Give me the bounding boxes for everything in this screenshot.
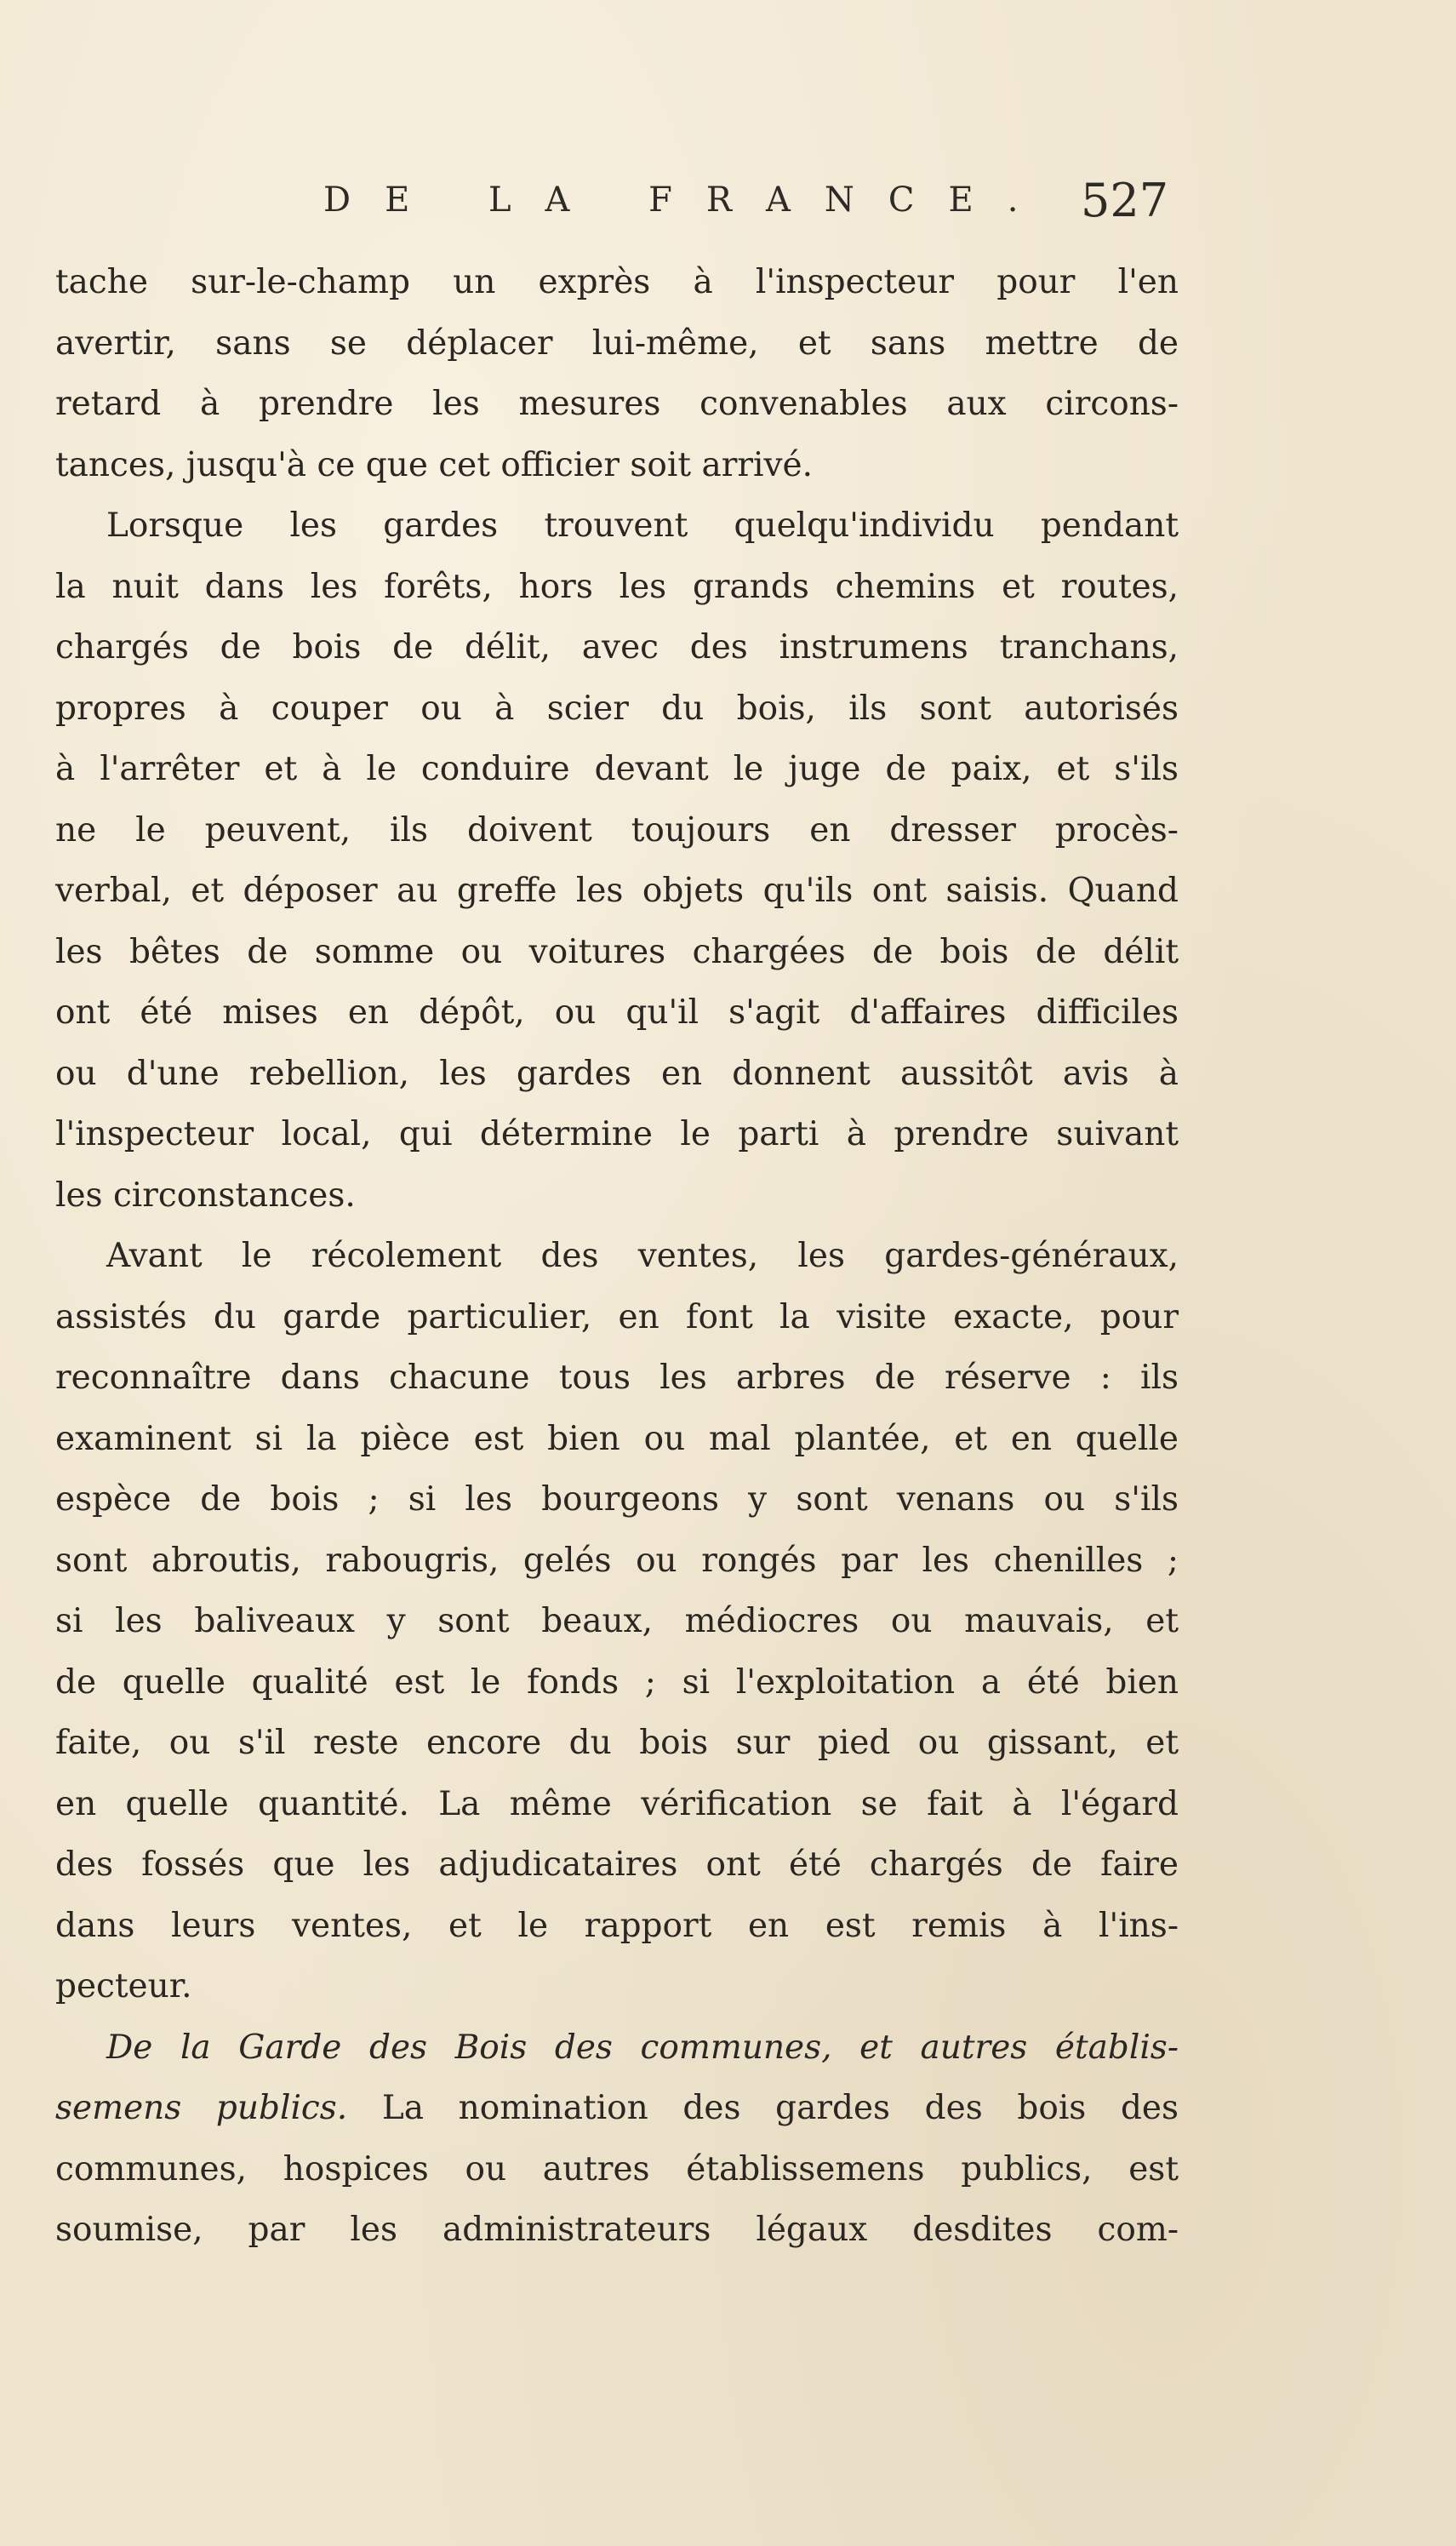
paragraph-start-line: Avant le récolement des ventes, les gardes-généraux,	[106, 1237, 1179, 1275]
paragraph-end-line: pecteur.	[55, 1967, 192, 2005]
text-line: assistés du garde particulier, en font la visite exacte, pour	[55, 1297, 1179, 1336]
running-head	[0, 174, 1456, 232]
text-line: ou d'une rebellion, les gardes en donnent aussitôt avis à	[55, 1054, 1179, 1093]
page-number: 527	[1081, 174, 1169, 227]
text-line: en quelle quantité. La même vérification se fait à l'égard	[55, 1784, 1179, 1823]
text-line: retard à prendre les mesures convenables aux circons-	[55, 385, 1179, 423]
section-heading-italic: De la Garde des Bois des communes, et autres établis-	[106, 2028, 1179, 2067]
text-line: l'inspecteur local, qui détermine le parti à prendre suivant	[55, 1115, 1179, 1153]
text-line: reconnaître dans chacune tous les arbres de réserve : ils	[55, 1359, 1179, 1397]
paragraph-end-line: tances, jusqu'à ce que cet officier soit arrivé.	[55, 445, 813, 484]
text-line: ne le peuvent, ils doivent toujours en dresser procès-	[55, 810, 1179, 850]
section-text: La nomination des gardes des bois des	[347, 2089, 1179, 2127]
text-line: ont été mises en dépôt, ou qu'il s'agit d'affaires difficiles	[55, 993, 1179, 1032]
text-line: dans leurs ventes, et le rapport en est remis à l'ins-	[55, 1906, 1179, 1945]
text-line: chargés de bois de délit, avec des instrumens tranchans,	[55, 628, 1179, 667]
text-line: des fossés que les adjudicataires ont été chargés de faire	[55, 1845, 1179, 1884]
body-text	[55, 252, 1179, 2261]
text-line: si les baliveaux y sont beaux, médiocres ou mauvais, et	[55, 1602, 1179, 1640]
text-line: examinent si la pièce est bien ou mal plantée, et en quelle	[55, 1419, 1179, 1458]
paragraph-end-line: les circonstances.	[55, 1176, 356, 1215]
text-line: à l'arrêter et à le conduire devant le juge de paix, et s'ils	[55, 750, 1179, 788]
paragraph-start-line: Lorsque les gardes trouvent quelqu'individu pendant	[106, 506, 1179, 545]
text-line: les bêtes de somme ou voitures chargées de bois de délit	[55, 932, 1179, 971]
text-line: espèce de bois ; si les bourgeons y sont venans ou s'ils	[55, 1480, 1179, 1519]
text-line: de quelle qualité est le fonds ; si l'exploitation a été bien	[55, 1662, 1179, 1702]
section-heading-line	[55, 2017, 1179, 2079]
text-line: la nuit dans les forêts, hors les grands chemins et routes,	[55, 567, 1179, 606]
text-line: soumise, par les administrateurs légaux desdites com-	[55, 2211, 1179, 2249]
text-line: faite, ou s'il reste encore du bois sur pied ou gissant, et	[55, 1724, 1179, 1762]
text-line: communes, hospices ou autres établissemens publics, est	[55, 2149, 1179, 2188]
section-heading-line	[55, 2078, 1179, 2139]
section-heading-italic: semens publics.	[55, 2089, 348, 2127]
text-line: tache sur-le-champ un exprès à l'inspecteur pour l'en	[55, 263, 1179, 301]
text-line: propres à couper ou à scier du bois, ils sont autorisés	[55, 689, 1179, 728]
text-line: sont abroutis, rabougris, gelés ou rongés par les chenilles ;	[55, 1541, 1179, 1580]
running-title: DE LA FRANCE.	[323, 180, 1053, 220]
text-line: avertir, sans se déplacer lui-même, et sans mettre de	[55, 323, 1179, 363]
text-line: verbal, et déposer au greffe les objets qu'ils ont saisis. Quand	[55, 872, 1179, 910]
